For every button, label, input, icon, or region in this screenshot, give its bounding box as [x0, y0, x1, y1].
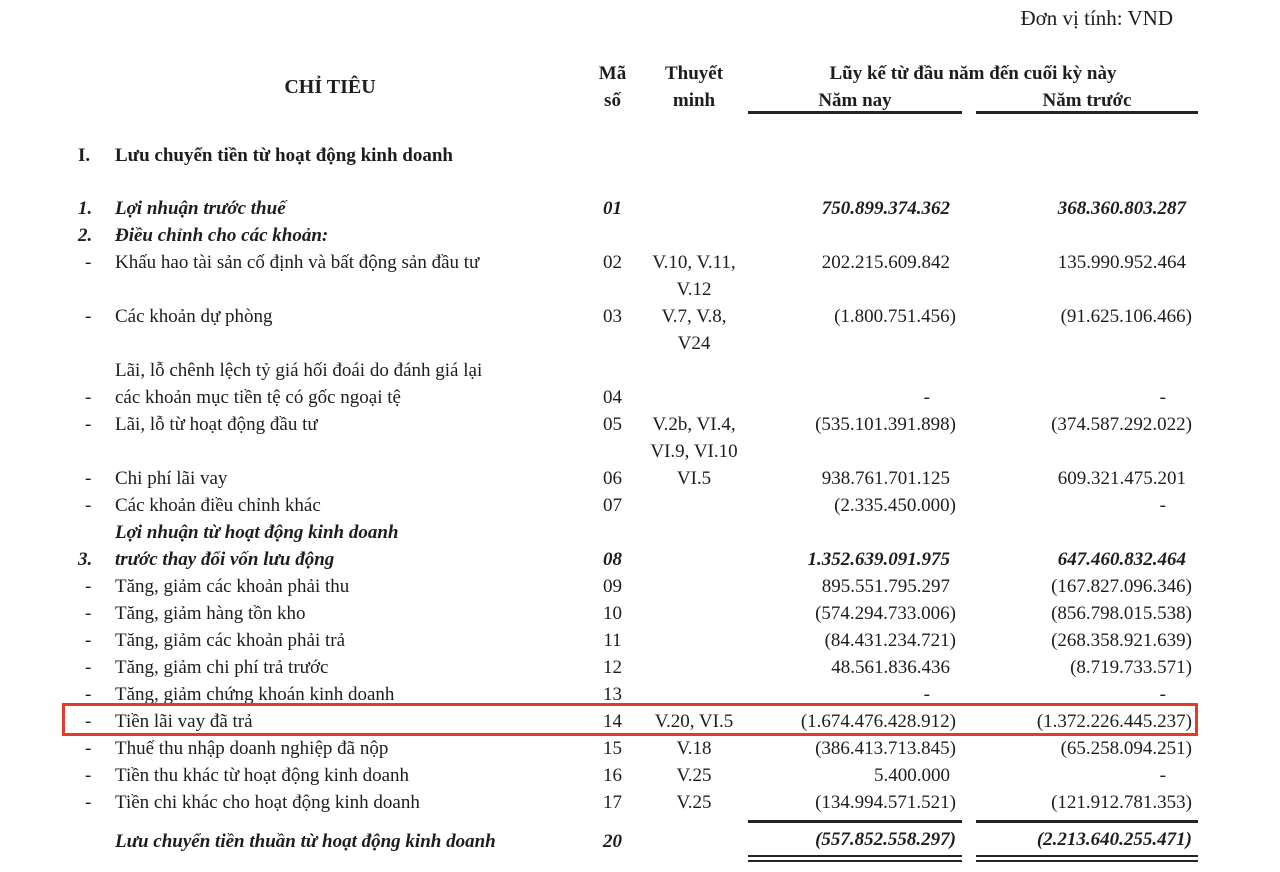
- row-value-nam-truoc: -: [1159, 387, 1166, 408]
- row-marker: -: [85, 684, 92, 705]
- table-row: [0, 681, 1280, 708]
- row-value-nam-truoc: (2.213.640.255.471): [976, 820, 1198, 862]
- row-code: 12: [603, 657, 622, 678]
- col-header-ma-so-line2: số: [604, 90, 621, 111]
- col-header-nam-nay: Năm nay: [748, 87, 962, 114]
- row-value-nam-nay: 1.352.639.091.975: [807, 549, 950, 570]
- row-notes: [640, 600, 748, 627]
- row-marker: -: [85, 711, 92, 732]
- row-notes: V.2b, VI.4, VI.9, VI.10: [650, 414, 738, 462]
- row-code: 15: [603, 738, 622, 759]
- table-row: [0, 142, 1280, 169]
- row-notes: [640, 384, 748, 411]
- row-value-nam-truoc: (91.625.106.466): [1060, 306, 1192, 327]
- row-notes: [640, 195, 748, 222]
- row-marker: -: [85, 414, 92, 435]
- table-row: [0, 762, 1280, 789]
- row-code: 16: [603, 765, 622, 786]
- row-notes: V.7, V.8, V24: [661, 306, 727, 354]
- row-marker: -: [85, 792, 92, 813]
- table-row: [0, 249, 1280, 303]
- row-marker: 2.: [78, 225, 93, 246]
- row-notes: [640, 222, 748, 249]
- table-row: [0, 735, 1280, 762]
- row-label: Tăng, giảm các khoản phải thu: [115, 576, 350, 597]
- table-row: [0, 789, 1280, 816]
- row-value-nam-nay: 750.899.374.362: [821, 198, 950, 219]
- row-code: 08: [603, 549, 622, 570]
- row-value-nam-truoc: (167.827.096.346): [1051, 576, 1192, 597]
- table-row: [0, 627, 1280, 654]
- row-value-nam-nay: 202.215.609.842: [821, 252, 950, 273]
- row-value-nam-truoc: -: [1159, 684, 1166, 705]
- row-marker: -: [85, 387, 92, 408]
- row-code: 17: [603, 792, 622, 813]
- row-value-nam-truoc: 368.360.803.287: [1057, 198, 1186, 219]
- row-marker: -: [85, 576, 92, 597]
- table-row: [0, 411, 1280, 465]
- row-code: 07: [603, 495, 622, 516]
- row-notes: V.10, V.11, V.12: [652, 252, 736, 300]
- row-label: Các khoản dự phòng: [115, 306, 273, 327]
- row-label: Điều chỉnh cho các khoản:: [115, 225, 329, 246]
- row-code: [585, 142, 640, 169]
- table-row: [0, 820, 1280, 862]
- row-code: 13: [603, 684, 622, 705]
- row-value-nam-truoc: (8.719.733.571): [1070, 657, 1192, 678]
- row-label: Tiền lãi vay đã trả: [115, 711, 253, 732]
- row-code: 05: [603, 414, 622, 435]
- col-header-period-group: Lũy kế từ đầu năm đến cuối kỳ này: [829, 63, 1117, 84]
- row-notes: [640, 654, 748, 681]
- row-value-nam-nay: -: [923, 387, 930, 408]
- row-marker: -: [85, 657, 92, 678]
- row-value-nam-nay: (386.413.713.845): [815, 738, 956, 759]
- row-notes: VI.5: [676, 468, 712, 489]
- row-notes: V.20, VI.5: [654, 711, 734, 732]
- row-code: 01: [603, 198, 622, 219]
- row-code: [585, 222, 640, 249]
- row-label: Tăng, giảm chi phí trả trước: [115, 657, 329, 678]
- row-label: Tiền thu khác từ hoạt động kinh doanh: [115, 765, 410, 786]
- row-value-nam-nay: 938.761.701.125: [821, 468, 950, 489]
- row-label: Thuế thu nhập doanh nghiệp đã nộp: [115, 738, 389, 759]
- row-label: Tiền chi khác cho hoạt động kinh doanh: [115, 792, 420, 813]
- table-row: [0, 600, 1280, 627]
- row-value-nam-truoc: (856.798.015.538): [1051, 603, 1192, 624]
- row-marker: -: [85, 603, 92, 624]
- unit-note: Đơn vị tính: VND: [1020, 6, 1173, 30]
- row-notes: [640, 546, 748, 573]
- table-body: [0, 142, 1280, 862]
- row-value-nam-truoc: [976, 222, 1198, 249]
- row-notes: [640, 828, 748, 855]
- row-label: Lợi nhuận trước thuế: [115, 198, 286, 219]
- row-marker: -: [85, 630, 92, 651]
- table-row: [0, 357, 1280, 411]
- row-marker: [75, 828, 115, 855]
- row-label: Tăng, giảm các khoản phải trả: [115, 630, 346, 651]
- row-marker: -: [85, 468, 92, 489]
- row-value-nam-truoc: 609.321.475.201: [1057, 468, 1186, 489]
- col-header-ma-so-line1: Mã: [598, 63, 627, 84]
- table-row: [0, 492, 1280, 519]
- row-value-nam-nay: 895.551.795.297: [821, 576, 950, 597]
- col-header-thuyet-minh-line2: minh: [672, 90, 716, 111]
- row-label: Lãi, lỗ từ hoạt động đầu tư: [115, 414, 318, 435]
- row-value-nam-nay: (84.431.234.721): [824, 630, 956, 651]
- row-value-nam-nay: 5.400.000: [874, 765, 950, 786]
- table-row: [0, 222, 1280, 249]
- row-value-nam-truoc: (374.587.292.022): [1051, 414, 1192, 435]
- col-header-nam-truoc: Năm trước: [976, 87, 1198, 114]
- table-row: [0, 708, 1280, 735]
- row-value-nam-truoc: -: [1159, 495, 1166, 516]
- row-marker: -: [85, 495, 92, 516]
- row-marker: -: [85, 738, 92, 759]
- table-row: [0, 573, 1280, 600]
- row-code: 04: [603, 387, 622, 408]
- row-value-nam-truoc: (65.258.094.251): [1060, 738, 1192, 759]
- table-row: [0, 519, 1280, 573]
- row-value-nam-nay: (1.800.751.456): [834, 306, 956, 327]
- row-marker: 1.: [78, 198, 93, 219]
- col-header-chi-tieu: CHỈ TIÊU: [284, 76, 376, 98]
- table-row: [0, 303, 1280, 357]
- table-row: [0, 654, 1280, 681]
- row-value-nam-nay: (134.994.571.521): [815, 792, 956, 813]
- row-label: Tăng, giảm hàng tồn kho: [115, 603, 306, 624]
- row-notes: V.25: [676, 792, 712, 813]
- row-notes: [640, 681, 748, 708]
- row-value-nam-truoc: (1.372.226.445.237): [1036, 711, 1192, 732]
- row-label: Tăng, giảm chứng khoán kinh doanh: [115, 684, 395, 705]
- row-value-nam-nay: -: [923, 684, 930, 705]
- row-marker: -: [85, 252, 92, 273]
- row-value-nam-truoc: (268.358.921.639): [1051, 630, 1192, 651]
- row-label: Lưu chuyển tiền thuần từ hoạt động kinh doanh: [115, 830, 496, 852]
- row-code: 14: [603, 711, 622, 732]
- row-value-nam-nay: (2.335.450.000): [834, 495, 956, 516]
- row-notes: [640, 573, 748, 600]
- row-value-nam-nay: 48.561.836.436: [831, 657, 950, 678]
- row-code: 10: [603, 603, 622, 624]
- table-row: [0, 195, 1280, 222]
- row-label: Lưu chuyển tiền từ hoạt động kinh doanh: [115, 145, 454, 166]
- row-code: 09: [603, 576, 622, 597]
- row-notes: V.25: [676, 765, 712, 786]
- row-label: Các khoản điều chỉnh khác: [115, 495, 321, 516]
- row-value-nam-truoc: 135.990.952.464: [1057, 252, 1186, 273]
- row-code: 11: [603, 630, 622, 651]
- row-label: Lợi nhuận từ hoạt động kinh doanh trước thay đổi vốn lưu động: [115, 522, 399, 570]
- row-value-nam-truoc: [976, 142, 1198, 169]
- row-value-nam-nay: (1.674.476.428.912): [800, 711, 956, 732]
- table-row: [0, 465, 1280, 492]
- row-code: 06: [603, 468, 622, 489]
- row-notes: V.18: [676, 738, 712, 759]
- row-label: Lãi, lỗ chênh lệch tỷ giá hối đoái do đánh giá lại các khoản mục tiền tệ có gốc ngoại tệ: [115, 360, 483, 408]
- row-notes: [640, 627, 748, 654]
- row-code: 02: [603, 252, 622, 273]
- row-value-nam-nay: [748, 142, 962, 169]
- row-code: 03: [603, 306, 622, 327]
- row-notes: [640, 142, 748, 169]
- row-value-nam-nay: (557.852.558.297): [748, 820, 962, 862]
- row-value-nam-truoc: 647.460.832.464: [1057, 549, 1186, 570]
- row-value-nam-truoc: (121.912.781.353): [1051, 792, 1192, 813]
- row-value-nam-nay: (535.101.391.898): [815, 414, 956, 435]
- row-value-nam-nay: (574.294.733.006): [815, 603, 956, 624]
- row-marker: -: [85, 765, 92, 786]
- row-value-nam-nay: [748, 222, 962, 249]
- row-code: 20: [603, 830, 622, 852]
- col-header-thuyet-minh-line1: Thuyết: [664, 63, 724, 84]
- row-label: Khấu hao tài sản cố định và bất động sản đầu tư: [115, 252, 480, 273]
- row-label: Chi phí lãi vay: [115, 468, 228, 489]
- row-marker: I.: [78, 145, 91, 166]
- row-marker: -: [85, 306, 92, 327]
- row-notes: [640, 492, 748, 519]
- row-value-nam-truoc: -: [1159, 765, 1166, 786]
- row-marker: 3.: [78, 549, 93, 570]
